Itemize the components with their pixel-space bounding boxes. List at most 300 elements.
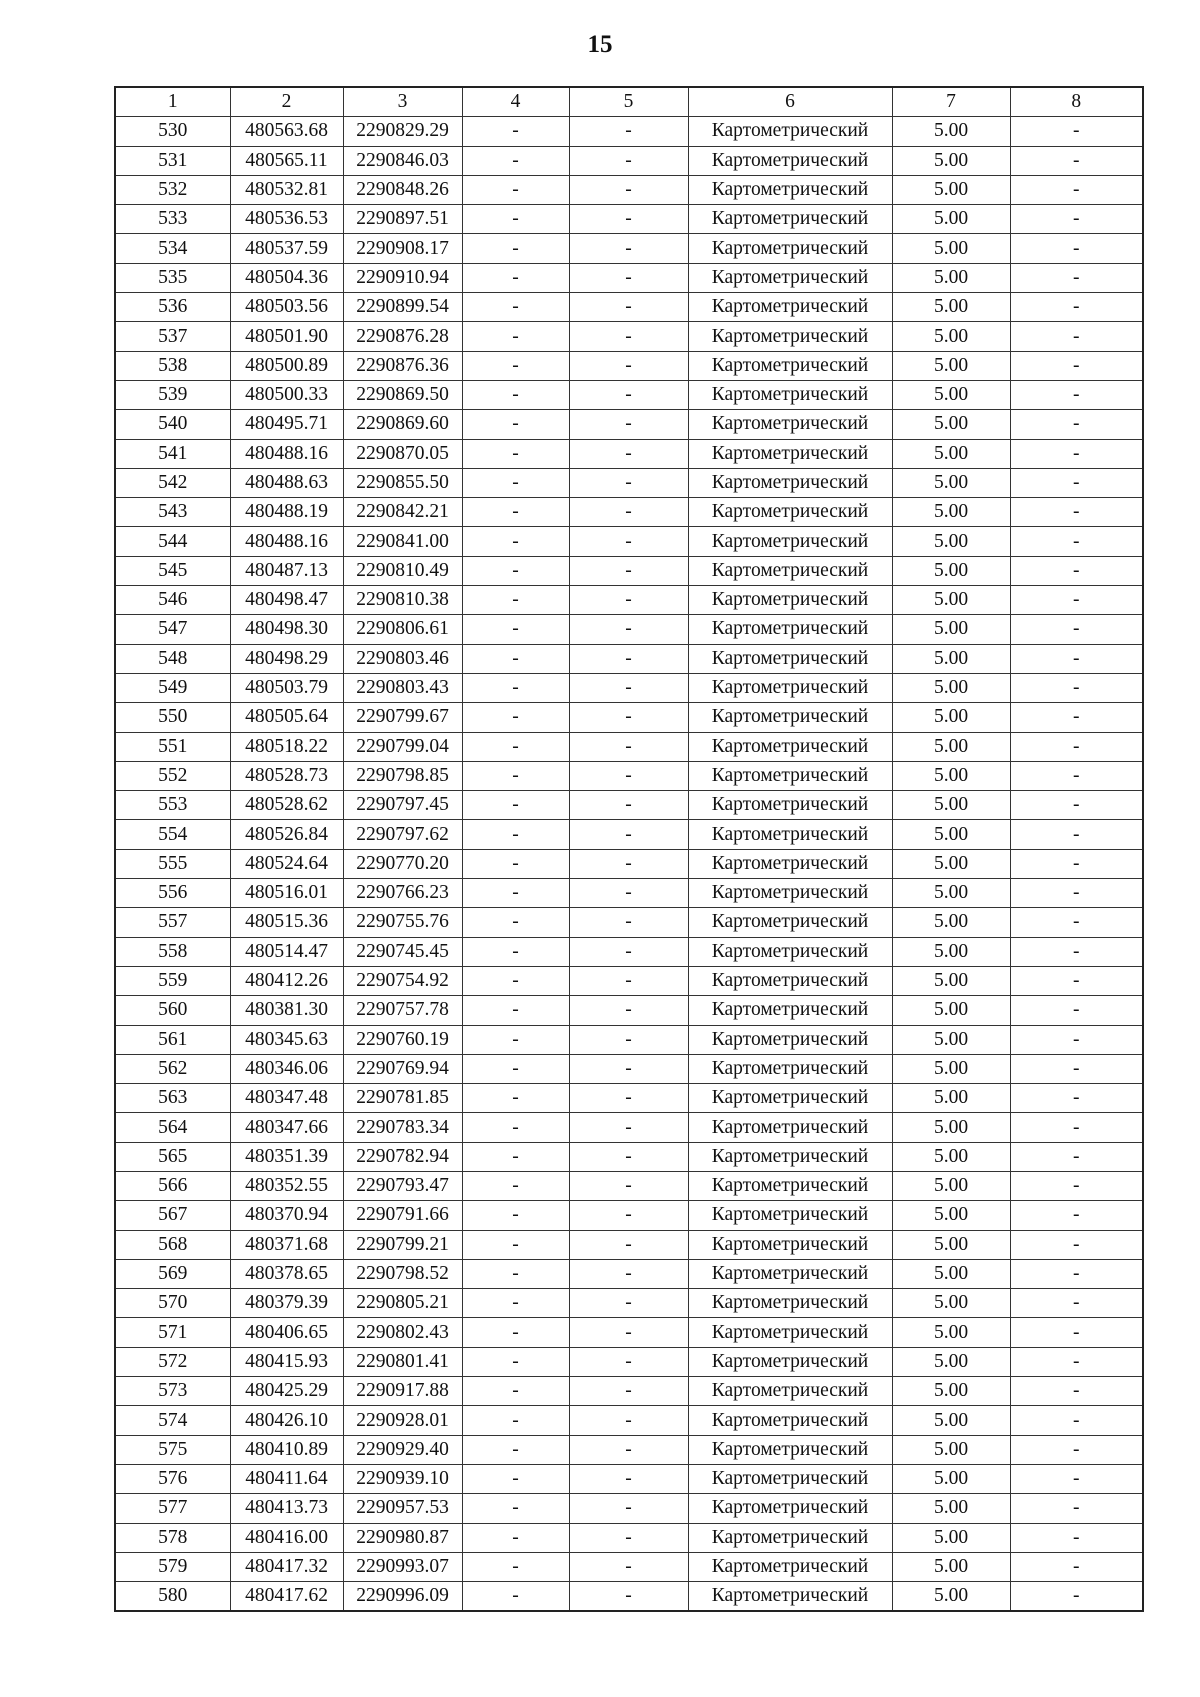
x-coordinate-cell: 480347.48 bbox=[230, 1084, 343, 1113]
col8-cell: - bbox=[1010, 1347, 1143, 1376]
col8-cell: - bbox=[1010, 1054, 1143, 1083]
method-cell: Картометрический bbox=[688, 1289, 892, 1318]
col8-cell: - bbox=[1010, 586, 1143, 615]
accuracy-cell: 5.00 bbox=[892, 410, 1010, 439]
x-coordinate-cell: 480505.64 bbox=[230, 703, 343, 732]
accuracy-cell: 5.00 bbox=[892, 205, 1010, 234]
accuracy-cell: 5.00 bbox=[892, 146, 1010, 175]
accuracy-cell: 5.00 bbox=[892, 351, 1010, 380]
y-coordinate-cell: 2290766.23 bbox=[343, 879, 462, 908]
point-number-cell: 576 bbox=[115, 1464, 230, 1493]
method-cell: Картометрический bbox=[688, 1201, 892, 1230]
col8-cell: - bbox=[1010, 1289, 1143, 1318]
col4-cell: - bbox=[462, 791, 569, 820]
method-cell: Картометрический bbox=[688, 644, 892, 673]
x-coordinate-cell: 480416.00 bbox=[230, 1523, 343, 1552]
method-cell: Картометрический bbox=[688, 996, 892, 1025]
method-cell: Картометрический bbox=[688, 351, 892, 380]
col5-cell: - bbox=[569, 761, 688, 790]
method-cell: Картометрический bbox=[688, 761, 892, 790]
col8-cell: - bbox=[1010, 1084, 1143, 1113]
col4-cell: - bbox=[462, 380, 569, 409]
accuracy-cell: 5.00 bbox=[892, 791, 1010, 820]
method-cell: Картометрический bbox=[688, 1406, 892, 1435]
method-cell: Картометрический bbox=[688, 1464, 892, 1493]
col5-cell: - bbox=[569, 1201, 688, 1230]
point-number-cell: 562 bbox=[115, 1054, 230, 1083]
y-coordinate-cell: 2290876.36 bbox=[343, 351, 462, 380]
col8-cell: - bbox=[1010, 879, 1143, 908]
col8-cell: - bbox=[1010, 996, 1143, 1025]
coordinates-table bbox=[114, 86, 1144, 1612]
point-number-cell: 558 bbox=[115, 937, 230, 966]
col4-cell: - bbox=[462, 1259, 569, 1288]
col4-cell: - bbox=[462, 1464, 569, 1493]
accuracy-cell: 5.00 bbox=[892, 1289, 1010, 1318]
y-coordinate-cell: 2290910.94 bbox=[343, 263, 462, 292]
col5-cell: - bbox=[569, 263, 688, 292]
method-cell: Картометрический bbox=[688, 175, 892, 204]
col5-cell: - bbox=[569, 1494, 688, 1523]
col8-cell: - bbox=[1010, 527, 1143, 556]
y-coordinate-cell: 2290803.43 bbox=[343, 673, 462, 702]
col4-cell: - bbox=[462, 410, 569, 439]
method-cell: Картометрический bbox=[688, 732, 892, 761]
accuracy-cell: 5.00 bbox=[892, 1523, 1010, 1552]
col5-cell: - bbox=[569, 996, 688, 1025]
accuracy-cell: 5.00 bbox=[892, 996, 1010, 1025]
x-coordinate-cell: 480501.90 bbox=[230, 322, 343, 351]
column-header: 7 bbox=[892, 87, 1010, 117]
y-coordinate-cell: 2290996.09 bbox=[343, 1582, 462, 1612]
method-cell: Картометрический bbox=[688, 322, 892, 351]
table-row bbox=[115, 615, 1143, 644]
col4-cell: - bbox=[462, 1230, 569, 1259]
x-coordinate-cell: 480352.55 bbox=[230, 1171, 343, 1200]
y-coordinate-cell: 2290798.85 bbox=[343, 761, 462, 790]
accuracy-cell: 5.00 bbox=[892, 1494, 1010, 1523]
point-number-cell: 563 bbox=[115, 1084, 230, 1113]
table-row bbox=[115, 791, 1143, 820]
accuracy-cell: 5.00 bbox=[892, 1259, 1010, 1288]
table-row bbox=[115, 673, 1143, 702]
x-coordinate-cell: 480406.65 bbox=[230, 1318, 343, 1347]
col4-cell: - bbox=[462, 1084, 569, 1113]
method-cell: Картометрический bbox=[688, 879, 892, 908]
y-coordinate-cell: 2290797.45 bbox=[343, 791, 462, 820]
col4-cell: - bbox=[462, 1025, 569, 1054]
col4-cell: - bbox=[462, 117, 569, 146]
method-cell: Картометрический bbox=[688, 146, 892, 175]
accuracy-cell: 5.00 bbox=[892, 761, 1010, 790]
col8-cell: - bbox=[1010, 1523, 1143, 1552]
accuracy-cell: 5.00 bbox=[892, 498, 1010, 527]
y-coordinate-cell: 2290760.19 bbox=[343, 1025, 462, 1054]
y-coordinate-cell: 2290799.67 bbox=[343, 703, 462, 732]
table-row bbox=[115, 703, 1143, 732]
method-cell: Картометрический bbox=[688, 263, 892, 292]
col8-cell: - bbox=[1010, 498, 1143, 527]
point-number-cell: 549 bbox=[115, 673, 230, 702]
table-row bbox=[115, 1582, 1143, 1612]
col8-cell: - bbox=[1010, 439, 1143, 468]
point-number-cell: 564 bbox=[115, 1113, 230, 1142]
col5-cell: - bbox=[569, 527, 688, 556]
accuracy-cell: 5.00 bbox=[892, 908, 1010, 937]
column-header: 4 bbox=[462, 87, 569, 117]
col5-cell: - bbox=[569, 1230, 688, 1259]
table-row bbox=[115, 1552, 1143, 1581]
method-cell: Картометрический bbox=[688, 1113, 892, 1142]
y-coordinate-cell: 2290806.61 bbox=[343, 615, 462, 644]
method-cell: Картометрический bbox=[688, 380, 892, 409]
y-coordinate-cell: 2290797.62 bbox=[343, 820, 462, 849]
point-number-cell: 573 bbox=[115, 1377, 230, 1406]
y-coordinate-cell: 2290855.50 bbox=[343, 468, 462, 497]
x-coordinate-cell: 480495.71 bbox=[230, 410, 343, 439]
col5-cell: - bbox=[569, 556, 688, 585]
x-coordinate-cell: 480563.68 bbox=[230, 117, 343, 146]
x-coordinate-cell: 480504.36 bbox=[230, 263, 343, 292]
y-coordinate-cell: 2290810.49 bbox=[343, 556, 462, 585]
col5-cell: - bbox=[569, 644, 688, 673]
x-coordinate-cell: 480532.81 bbox=[230, 175, 343, 204]
col8-cell: - bbox=[1010, 117, 1143, 146]
col8-cell: - bbox=[1010, 673, 1143, 702]
col5-cell: - bbox=[569, 879, 688, 908]
method-cell: Картометрический bbox=[688, 439, 892, 468]
table-row bbox=[115, 1289, 1143, 1318]
col4-cell: - bbox=[462, 1289, 569, 1318]
table-row bbox=[115, 879, 1143, 908]
col5-cell: - bbox=[569, 175, 688, 204]
col5-cell: - bbox=[569, 439, 688, 468]
method-cell: Картометрический bbox=[688, 1582, 892, 1612]
col4-cell: - bbox=[462, 820, 569, 849]
table-row bbox=[115, 1171, 1143, 1200]
x-coordinate-cell: 480518.22 bbox=[230, 732, 343, 761]
point-number-cell: 548 bbox=[115, 644, 230, 673]
col4-cell: - bbox=[462, 996, 569, 1025]
accuracy-cell: 5.00 bbox=[892, 263, 1010, 292]
method-cell: Картометрический bbox=[688, 1230, 892, 1259]
accuracy-cell: 5.00 bbox=[892, 175, 1010, 204]
point-number-cell: 567 bbox=[115, 1201, 230, 1230]
y-coordinate-cell: 2290929.40 bbox=[343, 1435, 462, 1464]
col5-cell: - bbox=[569, 1406, 688, 1435]
accuracy-cell: 5.00 bbox=[892, 937, 1010, 966]
accuracy-cell: 5.00 bbox=[892, 1377, 1010, 1406]
col4-cell: - bbox=[462, 175, 569, 204]
point-number-cell: 580 bbox=[115, 1582, 230, 1612]
col4-cell: - bbox=[462, 1113, 569, 1142]
col8-cell: - bbox=[1010, 1494, 1143, 1523]
method-cell: Картометрический bbox=[688, 1054, 892, 1083]
table-row bbox=[115, 908, 1143, 937]
point-number-cell: 572 bbox=[115, 1347, 230, 1376]
table-row bbox=[115, 293, 1143, 322]
accuracy-cell: 5.00 bbox=[892, 293, 1010, 322]
col8-cell: - bbox=[1010, 644, 1143, 673]
y-coordinate-cell: 2290754.92 bbox=[343, 966, 462, 995]
col8-cell: - bbox=[1010, 234, 1143, 263]
col8-cell: - bbox=[1010, 1318, 1143, 1347]
point-number-cell: 541 bbox=[115, 439, 230, 468]
x-coordinate-cell: 480371.68 bbox=[230, 1230, 343, 1259]
col8-cell: - bbox=[1010, 1201, 1143, 1230]
col4-cell: - bbox=[462, 1318, 569, 1347]
accuracy-cell: 5.00 bbox=[892, 1025, 1010, 1054]
point-number-cell: 550 bbox=[115, 703, 230, 732]
y-coordinate-cell: 2290876.28 bbox=[343, 322, 462, 351]
y-coordinate-cell: 2290755.76 bbox=[343, 908, 462, 937]
y-coordinate-cell: 2290770.20 bbox=[343, 849, 462, 878]
col4-cell: - bbox=[462, 1435, 569, 1464]
point-number-cell: 534 bbox=[115, 234, 230, 263]
x-coordinate-cell: 480488.63 bbox=[230, 468, 343, 497]
y-coordinate-cell: 2290799.04 bbox=[343, 732, 462, 761]
y-coordinate-cell: 2290810.38 bbox=[343, 586, 462, 615]
col8-cell: - bbox=[1010, 791, 1143, 820]
col5-cell: - bbox=[569, 117, 688, 146]
col5-cell: - bbox=[569, 293, 688, 322]
method-cell: Картометрический bbox=[688, 703, 892, 732]
col8-cell: - bbox=[1010, 820, 1143, 849]
table-row bbox=[115, 527, 1143, 556]
table-row bbox=[115, 1259, 1143, 1288]
method-cell: Картометрический bbox=[688, 1552, 892, 1581]
table-row bbox=[115, 1406, 1143, 1435]
table-body bbox=[115, 117, 1143, 1612]
col5-cell: - bbox=[569, 1523, 688, 1552]
col4-cell: - bbox=[462, 615, 569, 644]
accuracy-cell: 5.00 bbox=[892, 322, 1010, 351]
table-row bbox=[115, 1113, 1143, 1142]
accuracy-cell: 5.00 bbox=[892, 673, 1010, 702]
col5-cell: - bbox=[569, 966, 688, 995]
col5-cell: - bbox=[569, 146, 688, 175]
method-cell: Картометрический bbox=[688, 966, 892, 995]
method-cell: Картометрический bbox=[688, 234, 892, 263]
col4-cell: - bbox=[462, 732, 569, 761]
point-number-cell: 531 bbox=[115, 146, 230, 175]
table-row bbox=[115, 556, 1143, 585]
x-coordinate-cell: 480537.59 bbox=[230, 234, 343, 263]
col4-cell: - bbox=[462, 908, 569, 937]
col8-cell: - bbox=[1010, 908, 1143, 937]
y-coordinate-cell: 2290782.94 bbox=[343, 1142, 462, 1171]
col8-cell: - bbox=[1010, 351, 1143, 380]
x-coordinate-cell: 480413.73 bbox=[230, 1494, 343, 1523]
col5-cell: - bbox=[569, 820, 688, 849]
point-number-cell: 536 bbox=[115, 293, 230, 322]
x-coordinate-cell: 480515.36 bbox=[230, 908, 343, 937]
col5-cell: - bbox=[569, 791, 688, 820]
accuracy-cell: 5.00 bbox=[892, 117, 1010, 146]
col5-cell: - bbox=[569, 1289, 688, 1318]
x-coordinate-cell: 480378.65 bbox=[230, 1259, 343, 1288]
method-cell: Картометрический bbox=[688, 498, 892, 527]
page-number: 15 bbox=[587, 31, 613, 58]
table-row bbox=[115, 351, 1143, 380]
table-row bbox=[115, 586, 1143, 615]
x-coordinate-cell: 480351.39 bbox=[230, 1142, 343, 1171]
method-cell: Картометрический bbox=[688, 586, 892, 615]
table-row bbox=[115, 820, 1143, 849]
point-number-cell: 535 bbox=[115, 263, 230, 292]
accuracy-cell: 5.00 bbox=[892, 556, 1010, 585]
col4-cell: - bbox=[462, 1582, 569, 1612]
y-coordinate-cell: 2290769.94 bbox=[343, 1054, 462, 1083]
table-row bbox=[115, 1201, 1143, 1230]
point-number-cell: 579 bbox=[115, 1552, 230, 1581]
col4-cell: - bbox=[462, 498, 569, 527]
accuracy-cell: 5.00 bbox=[892, 703, 1010, 732]
y-coordinate-cell: 2290848.26 bbox=[343, 175, 462, 204]
accuracy-cell: 5.00 bbox=[892, 586, 1010, 615]
table-row bbox=[115, 1377, 1143, 1406]
method-cell: Картометрический bbox=[688, 117, 892, 146]
table-row bbox=[115, 1347, 1143, 1376]
y-coordinate-cell: 2290842.21 bbox=[343, 498, 462, 527]
y-coordinate-cell: 2290805.21 bbox=[343, 1289, 462, 1318]
col4-cell: - bbox=[462, 673, 569, 702]
table-row bbox=[115, 1025, 1143, 1054]
col4-cell: - bbox=[462, 1494, 569, 1523]
col5-cell: - bbox=[569, 615, 688, 644]
method-cell: Картометрический bbox=[688, 468, 892, 497]
x-coordinate-cell: 480526.84 bbox=[230, 820, 343, 849]
table-row bbox=[115, 468, 1143, 497]
col5-cell: - bbox=[569, 1347, 688, 1376]
table-row bbox=[115, 1435, 1143, 1464]
col8-cell: - bbox=[1010, 1230, 1143, 1259]
accuracy-cell: 5.00 bbox=[892, 439, 1010, 468]
table-row bbox=[115, 732, 1143, 761]
point-number-cell: 565 bbox=[115, 1142, 230, 1171]
table-row bbox=[115, 117, 1143, 146]
point-number-cell: 551 bbox=[115, 732, 230, 761]
table-row bbox=[115, 146, 1143, 175]
table-row bbox=[115, 761, 1143, 790]
method-cell: Картометрический bbox=[688, 820, 892, 849]
column-header: 5 bbox=[569, 87, 688, 117]
col5-cell: - bbox=[569, 498, 688, 527]
accuracy-cell: 5.00 bbox=[892, 644, 1010, 673]
y-coordinate-cell: 2290783.34 bbox=[343, 1113, 462, 1142]
accuracy-cell: 5.00 bbox=[892, 1318, 1010, 1347]
y-coordinate-cell: 2290757.78 bbox=[343, 996, 462, 1025]
point-number-cell: 570 bbox=[115, 1289, 230, 1318]
y-coordinate-cell: 2290841.00 bbox=[343, 527, 462, 556]
col4-cell: - bbox=[462, 1552, 569, 1581]
accuracy-cell: 5.00 bbox=[892, 1171, 1010, 1200]
x-coordinate-cell: 480498.29 bbox=[230, 644, 343, 673]
col5-cell: - bbox=[569, 468, 688, 497]
col5-cell: - bbox=[569, 586, 688, 615]
x-coordinate-cell: 480487.13 bbox=[230, 556, 343, 585]
col5-cell: - bbox=[569, 234, 688, 263]
point-number-cell: 566 bbox=[115, 1171, 230, 1200]
col8-cell: - bbox=[1010, 966, 1143, 995]
col4-cell: - bbox=[462, 1377, 569, 1406]
col5-cell: - bbox=[569, 1171, 688, 1200]
accuracy-cell: 5.00 bbox=[892, 1201, 1010, 1230]
accuracy-cell: 5.00 bbox=[892, 1142, 1010, 1171]
col4-cell: - bbox=[462, 1347, 569, 1376]
col4-cell: - bbox=[462, 527, 569, 556]
col8-cell: - bbox=[1010, 556, 1143, 585]
point-number-cell: 577 bbox=[115, 1494, 230, 1523]
x-coordinate-cell: 480425.29 bbox=[230, 1377, 343, 1406]
method-cell: Картометрический bbox=[688, 615, 892, 644]
accuracy-cell: 5.00 bbox=[892, 380, 1010, 409]
table-row bbox=[115, 410, 1143, 439]
column-header: 6 bbox=[688, 87, 892, 117]
point-number-cell: 561 bbox=[115, 1025, 230, 1054]
x-coordinate-cell: 480498.30 bbox=[230, 615, 343, 644]
table-row bbox=[115, 966, 1143, 995]
table-row bbox=[115, 175, 1143, 204]
col5-cell: - bbox=[569, 1582, 688, 1612]
method-cell: Картометрический bbox=[688, 1347, 892, 1376]
col5-cell: - bbox=[569, 322, 688, 351]
col8-cell: - bbox=[1010, 1171, 1143, 1200]
table-row bbox=[115, 380, 1143, 409]
point-number-cell: 546 bbox=[115, 586, 230, 615]
table-row bbox=[115, 996, 1143, 1025]
point-number-cell: 557 bbox=[115, 908, 230, 937]
col4-cell: - bbox=[462, 937, 569, 966]
method-cell: Картометрический bbox=[688, 556, 892, 585]
x-coordinate-cell: 480346.06 bbox=[230, 1054, 343, 1083]
table-row bbox=[115, 849, 1143, 878]
col8-cell: - bbox=[1010, 380, 1143, 409]
y-coordinate-cell: 2290908.17 bbox=[343, 234, 462, 263]
col5-cell: - bbox=[569, 1552, 688, 1581]
accuracy-cell: 5.00 bbox=[892, 234, 1010, 263]
point-number-cell: 532 bbox=[115, 175, 230, 204]
col5-cell: - bbox=[569, 1054, 688, 1083]
col8-cell: - bbox=[1010, 849, 1143, 878]
method-cell: Картометрический bbox=[688, 205, 892, 234]
y-coordinate-cell: 2290801.41 bbox=[343, 1347, 462, 1376]
col4-cell: - bbox=[462, 439, 569, 468]
accuracy-cell: 5.00 bbox=[892, 820, 1010, 849]
col8-cell: - bbox=[1010, 175, 1143, 204]
y-coordinate-cell: 2290829.29 bbox=[343, 117, 462, 146]
x-coordinate-cell: 480528.73 bbox=[230, 761, 343, 790]
y-coordinate-cell: 2290781.85 bbox=[343, 1084, 462, 1113]
point-number-cell: 571 bbox=[115, 1318, 230, 1347]
accuracy-cell: 5.00 bbox=[892, 1552, 1010, 1581]
accuracy-cell: 5.00 bbox=[892, 1084, 1010, 1113]
y-coordinate-cell: 2290791.66 bbox=[343, 1201, 462, 1230]
col5-cell: - bbox=[569, 1318, 688, 1347]
table-row bbox=[115, 439, 1143, 468]
method-cell: Картометрический bbox=[688, 527, 892, 556]
y-coordinate-cell: 2290793.47 bbox=[343, 1171, 462, 1200]
col8-cell: - bbox=[1010, 1259, 1143, 1288]
accuracy-cell: 5.00 bbox=[892, 1113, 1010, 1142]
method-cell: Картометрический bbox=[688, 673, 892, 702]
table-row bbox=[115, 644, 1143, 673]
y-coordinate-cell: 2290870.05 bbox=[343, 439, 462, 468]
col4-cell: - bbox=[462, 966, 569, 995]
y-coordinate-cell: 2290745.45 bbox=[343, 937, 462, 966]
x-coordinate-cell: 480503.79 bbox=[230, 673, 343, 702]
x-coordinate-cell: 480411.64 bbox=[230, 1464, 343, 1493]
